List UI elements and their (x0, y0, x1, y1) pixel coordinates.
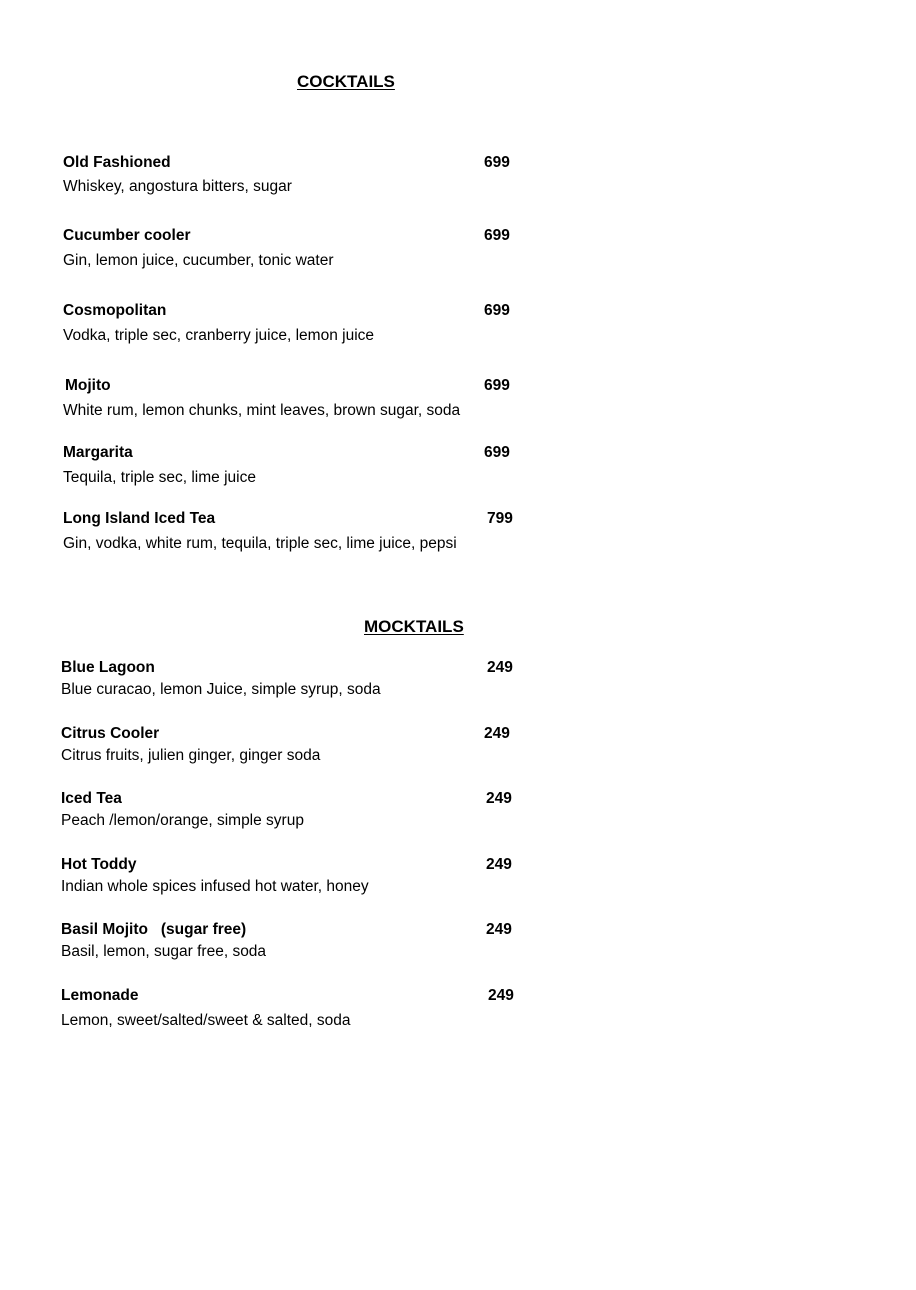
item-name: Long Island Iced Tea (63, 510, 216, 527)
item-name: Blue Lagoon (61, 659, 155, 676)
item-name: Lemonade (61, 987, 139, 1004)
item-name: Basil Mojito (sugar free) (61, 921, 247, 938)
item-name: Cucumber cooler (63, 227, 191, 244)
item-description: Citrus fruits, julien ginger, ginger soda (61, 747, 321, 764)
item-description: Indian whole spices infused hot water, honey (61, 878, 369, 895)
item-price: 799 (487, 510, 513, 527)
item-name: Hot Toddy (61, 856, 137, 873)
item-name: Iced Tea (61, 790, 122, 807)
item-price: 699 (484, 227, 510, 244)
mocktails-heading: MOCKTAILS (364, 617, 464, 636)
item-name: Cosmopolitan (63, 302, 167, 319)
item-description: Blue curacao, lemon Juice, simple syrup, soda (61, 681, 381, 698)
item-price: 249 (488, 987, 514, 1004)
item-price: 699 (484, 302, 510, 319)
item-price: 249 (486, 790, 512, 807)
item-name: Margarita (63, 444, 133, 461)
item-description: White rum, lemon chunks, mint leaves, brown sugar, soda (63, 402, 461, 419)
item-name: Citrus Cooler (61, 725, 160, 742)
cocktails-heading: COCKTAILS (297, 72, 395, 91)
item-price: 249 (484, 725, 510, 742)
item-description: Tequila, triple sec, lime juice (63, 469, 256, 486)
item-description: Gin, lemon juice, cucumber, tonic water (63, 252, 334, 269)
item-description: Whiskey, angostura bitters, sugar (63, 178, 292, 195)
item-name: Old Fashioned (63, 154, 171, 171)
item-description: Vodka, triple sec, cranberry juice, lemon juice (63, 327, 375, 344)
item-price: 249 (487, 659, 513, 676)
item-price: 249 (486, 921, 512, 938)
item-price: 699 (484, 377, 510, 394)
item-description: Gin, vodka, white rum, tequila, triple sec, lime juice, pepsi (63, 535, 457, 552)
item-price: 699 (484, 154, 510, 171)
item-description: Lemon, sweet/salted/sweet & salted, soda (61, 1012, 351, 1029)
item-description: Peach /lemon/orange, simple syrup (61, 812, 304, 829)
item-price: 249 (486, 856, 512, 873)
item-name: Mojito (65, 377, 111, 394)
item-price: 699 (484, 444, 510, 461)
item-description: Basil, lemon, sugar free, soda (61, 943, 267, 960)
